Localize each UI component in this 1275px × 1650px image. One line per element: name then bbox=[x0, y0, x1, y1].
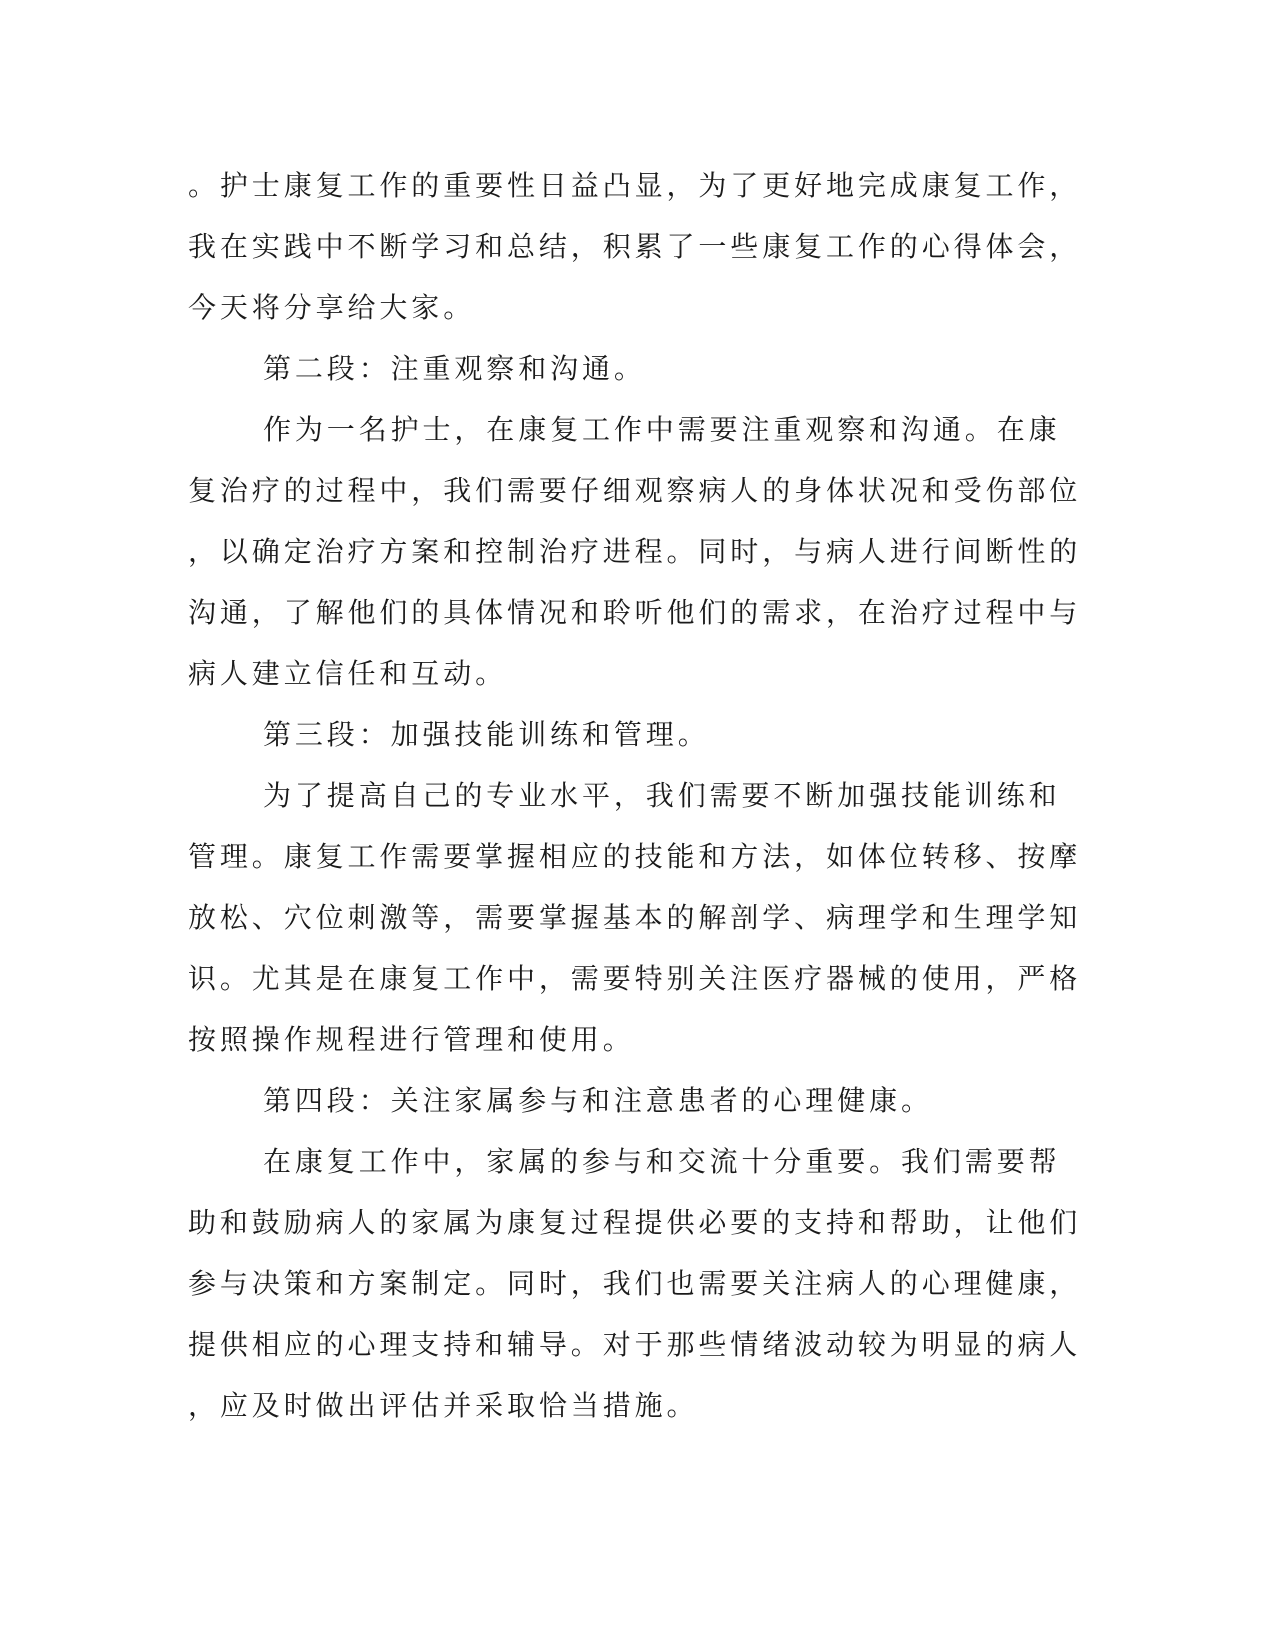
section-body-4: 在康复工作中，家属的参与和交流十分重要。我们需要帮助和鼓励病人的家属为康复过程提供必要的支持和帮助，让他们参与决策和方案制定。同时，我们也需要关注病人的心理健康，提供相应的心理支持和辅导。对于那些情绪波动较为明显的病人，应及时做出评估并采取恰当措施。 bbox=[188, 1145, 1082, 1422]
section-heading-4: 第四段：关注家属参与和注意患者的心理健康。 bbox=[263, 1084, 933, 1117]
document-body bbox=[188, 155, 1088, 1436]
intro-paragraph: 。护士康复工作的重要性日益凸显，为了更好地完成康复工作，我在实践中不断学习和总结，积累了一些康复工作的心得体会，今天将分享给大家。 bbox=[188, 169, 1082, 324]
section-body-2: 作为一名护士，在康复工作中需要注重观察和沟通。在康复治疗的过程中，我们需要仔细观察病人的身体状况和受伤部位，以确定治疗方案和控制治疗进程。同时，与病人进行间断性的沟通，了解他们的具体情况和聆听他们的需求，在治疗过程中与病人建立信任和互动。 bbox=[188, 413, 1082, 690]
section-body-3: 为了提高自己的专业水平，我们需要不断加强技能训练和管理。康复工作需要掌握相应的技能和方法，如体位转移、按摩放松、穴位刺激等，需要掌握基本的解剖学、病理学和生理学知识。尤其是在康复工作中，需要特别关注医疗器械的使用，严格按照操作规程进行管理和使用。 bbox=[188, 779, 1082, 1056]
section-heading-3: 第三段：加强技能训练和管理。 bbox=[263, 718, 710, 751]
section-heading-2: 第二段：注重观察和沟通。 bbox=[263, 352, 646, 385]
